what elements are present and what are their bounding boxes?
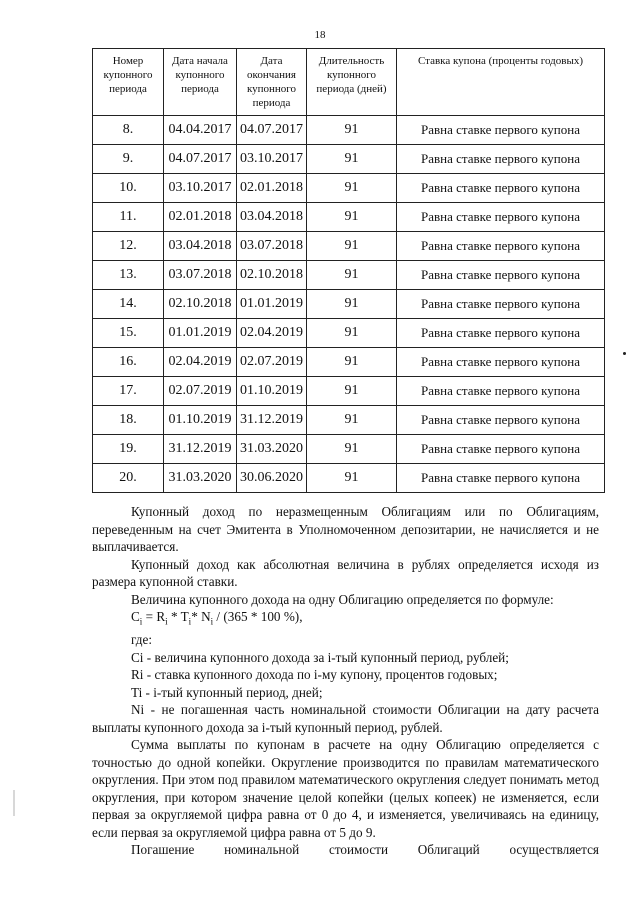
cell-period-number: 18. [93, 406, 164, 435]
cell-start-date: 03.04.2018 [164, 232, 237, 261]
cell-duration: 91 [307, 232, 397, 261]
cell-coupon-rate: Равна ставке первого купона [397, 232, 605, 261]
cell-duration: 91 [307, 116, 397, 145]
header-duration: Длительность купонного периода (дней) [307, 49, 397, 116]
cell-start-date: 03.07.2018 [164, 261, 237, 290]
cell-period-number: 20. [93, 464, 164, 493]
cell-period-number: 8. [93, 116, 164, 145]
definition-ci: Ci - величина купонного дохода за i-тый купонный период, рублей; [131, 649, 509, 665]
table-row [93, 174, 605, 203]
paragraph-formula-intro: Величина купонного дохода на одну Облигацию определяется по формуле: [131, 591, 554, 607]
cell-duration: 91 [307, 290, 397, 319]
cell-period-number: 10. [93, 174, 164, 203]
table-row [93, 319, 605, 348]
table-row [93, 145, 605, 174]
cell-period-number: 15. [93, 319, 164, 348]
cell-coupon-rate: Равна ставке первого купона [397, 174, 605, 203]
formula: $C_i = R_i * T_i*$ $N_i / (365 * 100$ %), [131, 609, 303, 627]
cell-period-number: 12. [93, 232, 164, 261]
header-end-date: Дата окончания купонного периода [237, 49, 307, 116]
cell-coupon-rate: Равна ставке первого купона [397, 116, 605, 145]
cell-coupon-rate: Равна ставке первого купона [397, 261, 605, 290]
cell-start-date: 31.12.2019 [164, 435, 237, 464]
cell-start-date: 04.04.2017 [164, 116, 237, 145]
table-row [93, 290, 605, 319]
body-text [92, 503, 599, 859]
cell-end-date: 02.10.2018 [237, 261, 307, 290]
header-start-date: Дата начала купонного периода [164, 49, 237, 116]
definition-ni: Ni - не погашенная часть номинальной стоимости Облигации на дату расчета выплаты купонного дохода за i-тый купонный период, рублей. [92, 702, 599, 735]
cell-coupon-rate: Равна ставке первого купона [397, 406, 605, 435]
cell-period-number: 9. [93, 145, 164, 174]
cell-coupon-rate: Равна ставке первого купона [397, 319, 605, 348]
table-row [93, 435, 605, 464]
cell-coupon-rate: Равна ставке первого купона [397, 464, 605, 493]
coupon-schedule-table [92, 48, 605, 493]
cell-end-date: 31.03.2020 [237, 435, 307, 464]
cell-start-date: 02.07.2019 [164, 377, 237, 406]
cell-end-date: 02.01.2018 [237, 174, 307, 203]
cell-period-number: 16. [93, 348, 164, 377]
cell-duration: 91 [307, 348, 397, 377]
margin-mark [13, 790, 15, 816]
table-row [93, 203, 605, 232]
table-row [93, 261, 605, 290]
cell-period-number: 11. [93, 203, 164, 232]
cell-end-date: 31.12.2019 [237, 406, 307, 435]
where-label: где: [131, 632, 152, 648]
cell-duration: 91 [307, 319, 397, 348]
page-number: 18 [314, 29, 326, 41]
cell-end-date: 01.10.2019 [237, 377, 307, 406]
cell-end-date: 02.04.2019 [237, 319, 307, 348]
paragraph-redemption: Погашение номинальной стоимости Облигаций осуществляется [131, 842, 599, 858]
cell-end-date: 03.04.2018 [237, 203, 307, 232]
cell-duration: 91 [307, 377, 397, 406]
cell-duration: 91 [307, 406, 397, 435]
cell-start-date: 04.07.2017 [164, 145, 237, 174]
cell-duration: 91 [307, 174, 397, 203]
cell-duration: 91 [307, 261, 397, 290]
cell-start-date: 02.10.2018 [164, 290, 237, 319]
cell-period-number: 17. [93, 377, 164, 406]
cell-start-date: 03.10.2017 [164, 174, 237, 203]
table-body [93, 116, 605, 493]
cell-duration: 91 [307, 435, 397, 464]
table-row [93, 406, 605, 435]
cell-end-date: 02.07.2019 [237, 348, 307, 377]
scan-mark [623, 352, 626, 355]
table-header [93, 49, 605, 116]
cell-start-date: 01.01.2019 [164, 319, 237, 348]
table-row [93, 116, 605, 145]
cell-start-date: 01.10.2019 [164, 406, 237, 435]
paragraph-unplaced-bonds: Купонный доход по неразмещенным Облигациям или по Облигациям, переведенным на счет Эмитента в Уполномоченном депозитарии, не начисляется и не выплачивается. [92, 504, 599, 554]
table-row [93, 232, 605, 261]
cell-duration: 91 [307, 203, 397, 232]
paragraph-coupon-income: Купонный доход как абсолютная величина в рублях определяется исходя из размера купонной ставки. [92, 556, 599, 589]
cell-period-number: 13. [93, 261, 164, 290]
paragraph-rounding: Сумма выплаты по купонам в расчете на одну Облигацию определяется с точностью до одной копейки. Округление производится по правилам математического округления. При этом под правилом математического округления следует понимать метод округления, при котором значение целой копейки (целых копеек) не изменяется, если первая за округляемой цифра равна от 0 до 4, и изменяется, увеличиваясь на единицу, если первая за округляемой цифра равна от 5 до 9. [92, 737, 599, 840]
cell-duration: 91 [307, 145, 397, 174]
header-period-number: Номер купонного периода [93, 49, 164, 116]
cell-coupon-rate: Равна ставке первого купона [397, 377, 605, 406]
cell-start-date: 02.01.2018 [164, 203, 237, 232]
cell-coupon-rate: Равна ставке первого купона [397, 145, 605, 174]
cell-coupon-rate: Равна ставке первого купона [397, 435, 605, 464]
cell-period-number: 14. [93, 290, 164, 319]
cell-coupon-rate: Равна ставке первого купона [397, 290, 605, 319]
cell-end-date: 03.10.2017 [237, 145, 307, 174]
table-row [93, 348, 605, 377]
cell-coupon-rate: Равна ставке первого купона [397, 203, 605, 232]
definition-ri: Ri - ставка купонного дохода по i-му купону, процентов годовых; [131, 667, 498, 683]
definition-ti: Ti - i-тый купонный период, дней; [131, 684, 323, 700]
table-row [93, 377, 605, 406]
cell-duration: 91 [307, 464, 397, 493]
table-row [93, 464, 605, 493]
cell-coupon-rate: Равна ставке первого купона [397, 348, 605, 377]
cell-start-date: 31.03.2020 [164, 464, 237, 493]
header-coupon-rate: Ставка купона (проценты годовых) [397, 49, 605, 116]
cell-end-date: 03.07.2018 [237, 232, 307, 261]
cell-period-number: 19. [93, 435, 164, 464]
cell-start-date: 02.04.2019 [164, 348, 237, 377]
cell-end-date: 01.01.2019 [237, 290, 307, 319]
cell-end-date: 04.07.2017 [237, 116, 307, 145]
header-row [93, 49, 605, 116]
cell-end-date: 30.06.2020 [237, 464, 307, 493]
